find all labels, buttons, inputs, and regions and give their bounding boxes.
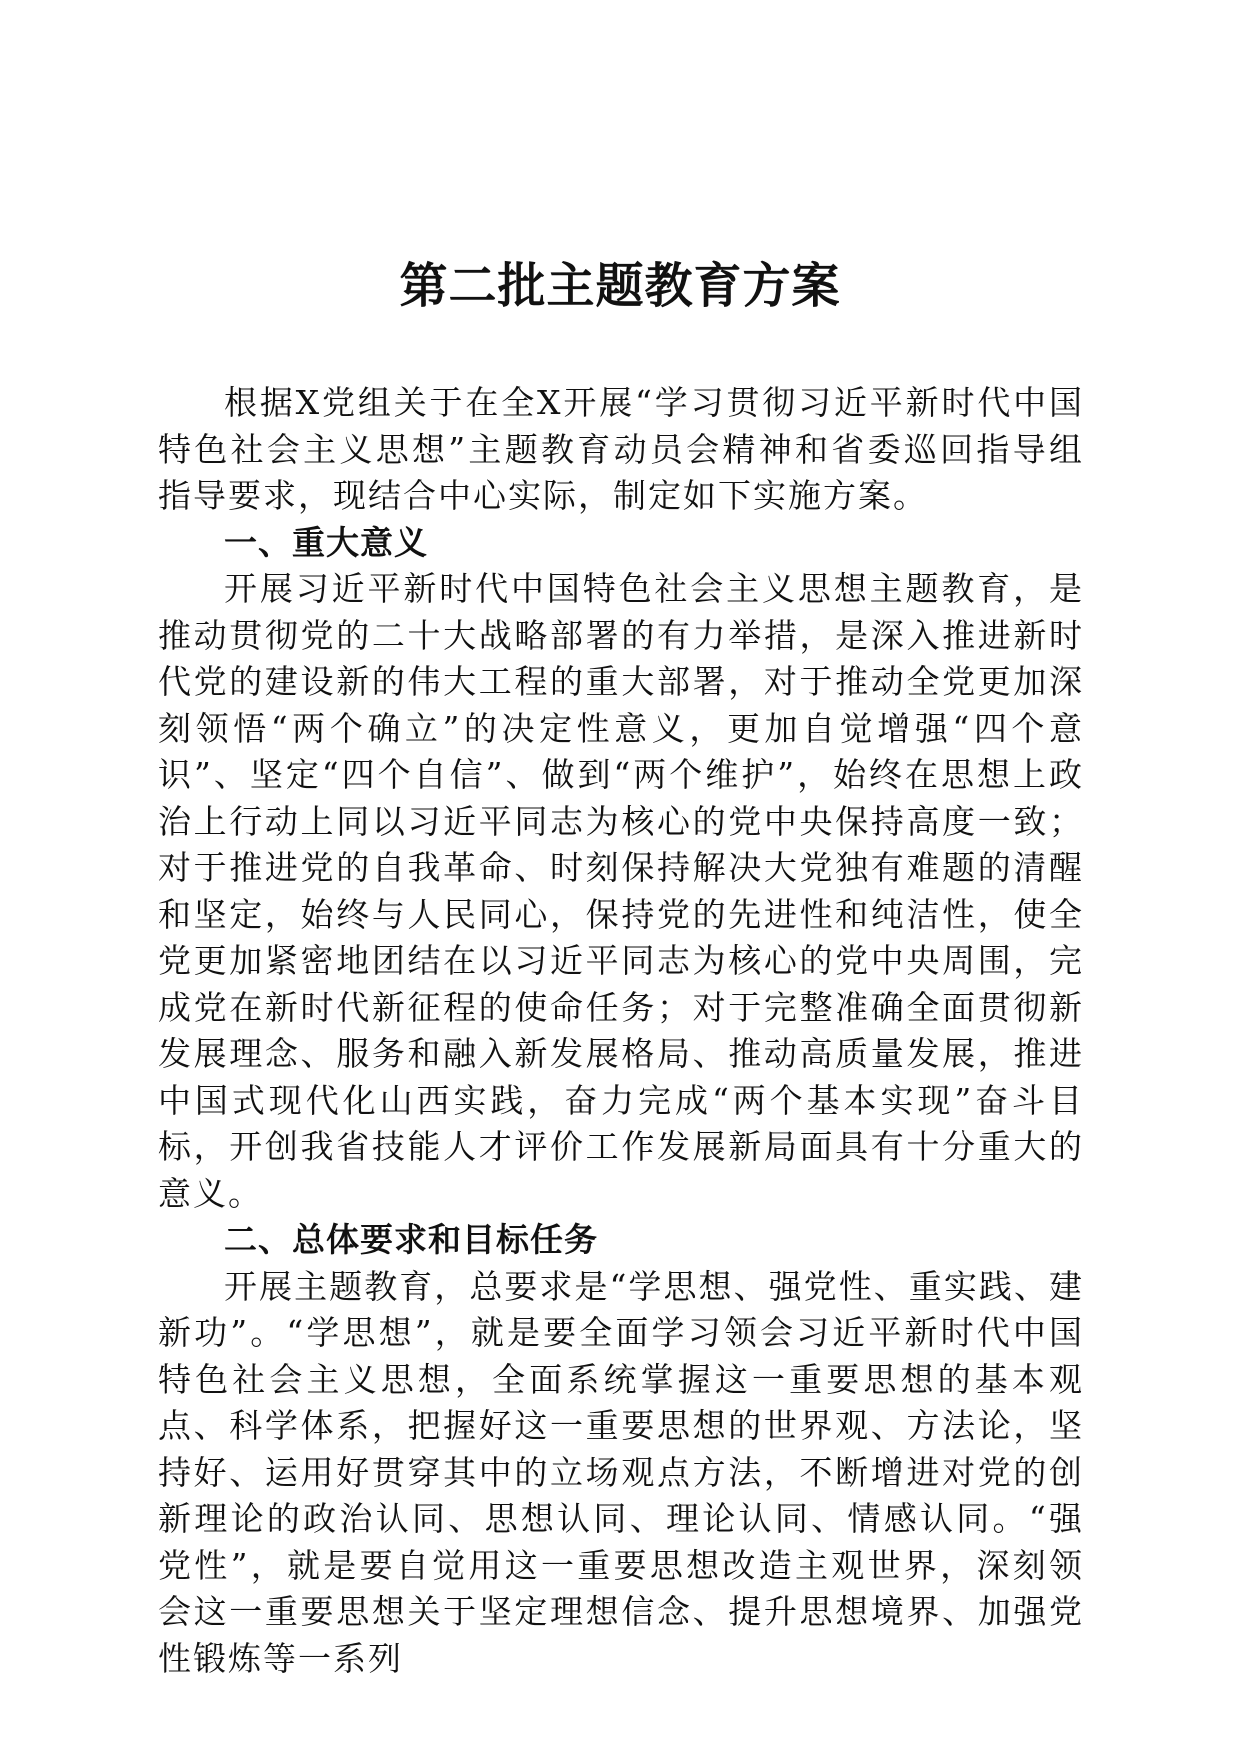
intro-paragraph: 根据X党组关于在全X开展“学习贯彻习近平新时代中国特色社会主义思想”主题教育动员会精神和省委巡回指导组指导要求，现结合中心实际，制定如下实施方案。	[158, 383, 1084, 515]
section-paragraph-requirements: 开展主题教育，总要求是“学思想、强党性、重实践、建新功”。“学思想”，就是要全面学习领会习近平新时代中国特色社会主义思想，全面系统掌握这一重要思想的基本观点、科学体系，把握好这一重要思想的世界观、方法论，坚持好、运用好贯穿其中的立场观点方法，不断增进对党的创新理论的政治认同、思想认同、理论认同、情感认同。“强党性”，就是要自觉用这一重要思想改造主观世界，深刻领会这一重要思想关于坚定理想信念、提升思想境界、加强党性锻炼等一系列	[158, 1266, 1084, 1678]
section-heading-requirements: 二、总体要求和目标任务	[224, 1220, 598, 1259]
document-body	[158, 380, 1084, 1682]
section-heading-significance: 一、重大意义	[224, 522, 428, 562]
document-title: 第二批主题教育方案	[399, 258, 841, 314]
section-paragraph-significance: 开展习近平新时代中国特色社会主义思想主题教育，是推动贯彻党的二十大战略部署的有力举措，是深入推进新时代党的建设新的伟大工程的重大部署，对于推动全党更加深刻领悟“两个确立”的决定性意义，更加自觉增强“四个意识”、坚定“四个自信”、做到“两个维护”，始终在思想上政治上行动上同以习近平同志为核心的党中央保持高度一致；对于推进党的自我革命、时刻保持解决大党独有难题的清醒和坚定，始终与人民同心，保持党的先进性和纯洁性，使全党更加紧密地团结在以习近平同志为核心的党中央周围，完成党在新时代新征程的使命任务；对于完整准确全面贯彻新发展理念、服务和融入新发展格局、推动高质量发展，推进中国式现代化山西实践，奋力完成“两个基本实现”奋斗目标，开创我省技能人才评价工作发展新局面具有十分重大的意义。	[158, 569, 1084, 1213]
